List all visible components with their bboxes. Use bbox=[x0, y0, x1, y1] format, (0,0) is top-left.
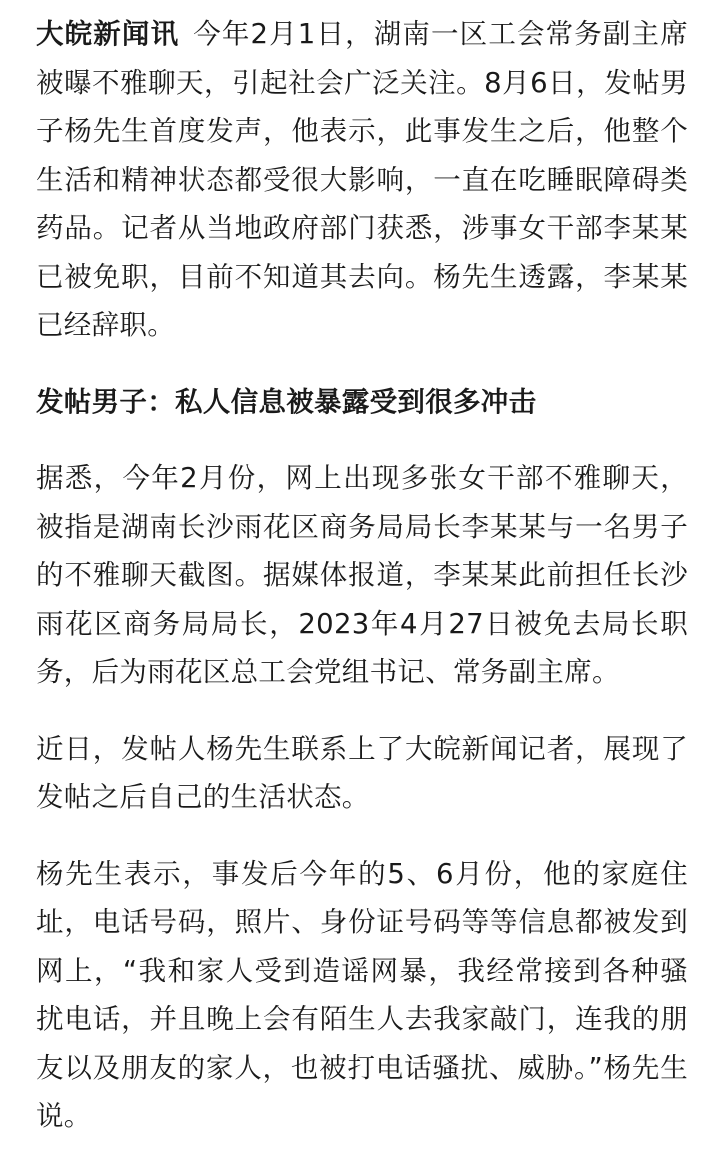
paragraph-1-text: 今年2月1日，湖南一区工会常务副主席被曝不雅聊天，引起社会广泛关注。8月6日，发帖男子杨先生首度发声，他表示，此事发生之后，他整个生活和精神状态都受很大影响，一直在吃睡眠障碍类药品。记者从当地政府部门获悉，涉事女干部李某某已被免职，目前不知道其去向。杨先生透露，李某某已经辞职。 bbox=[36, 18, 688, 341]
article-paragraph-2: 据悉，今年2月份，网上出现多张女干部不雅聊天，被指是湖南长沙雨花区商务局局长李某某与一名男子的不雅聊天截图。据媒体报道，李某某此前担任长沙雨花区商务局局长，2023年4月27日被免去局长职务，后为雨花区总工会党组书记、常务副主席。 bbox=[36, 462, 688, 688]
article-paragraph-3: 近日，发帖人杨先生联系上了大皖新闻记者，展现了发帖之后自己的生活状态。 bbox=[36, 732, 688, 813]
news-source-label: 大皖新闻讯 bbox=[36, 18, 180, 50]
news-article bbox=[36, 10, 688, 1169]
article-paragraph-4: 杨先生表示，事发后今年的5、6月份，他的家庭住址，电话号码，照片、身份证号码等等信息都被发到网上，“我和家人受到造谣网暴，我经常接到各种骚扰电话，并且晚上会有陌生人去我家敲门，连我的朋友以及朋友的家人，也被打电话骚扰、威胁。”杨先生说。 bbox=[36, 857, 688, 1132]
article-subheading: 发帖男子：私人信息被暴露受到很多冲击 bbox=[36, 385, 537, 418]
article-paragraph-1 bbox=[36, 10, 688, 350]
